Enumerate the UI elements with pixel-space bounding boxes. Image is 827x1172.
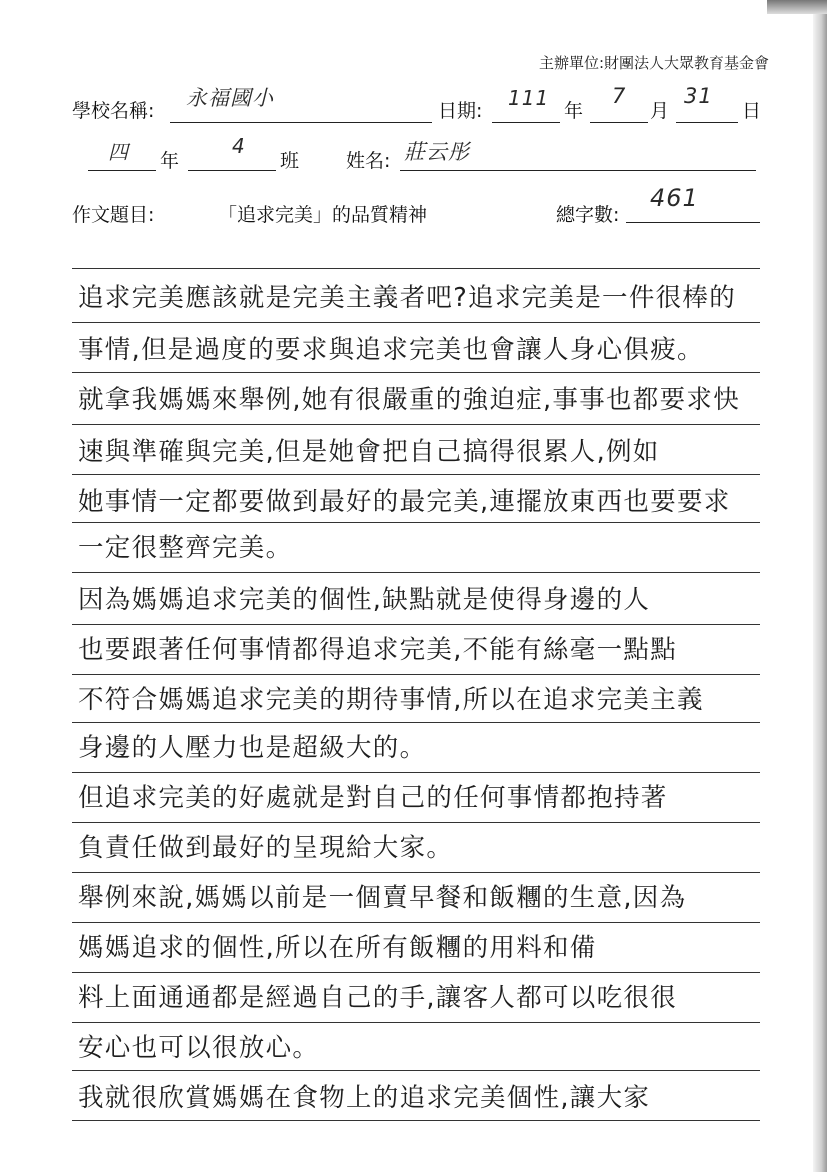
class-value: 4: [232, 134, 246, 158]
essay-line: 速與準確與完美,但是她會把自己搞得很累人,例如: [78, 437, 660, 467]
organizer-label: 主辦單位:財團法人大眾教育基金會: [538, 54, 769, 72]
essay-line: 她事情一定都要做到最好的最完美,連擺放東西也要要求: [78, 487, 731, 517]
rule-line: [72, 722, 760, 723]
day-line: [676, 122, 738, 123]
grade-value: 四: [108, 140, 129, 164]
rule-line: [72, 822, 760, 823]
rule-line: [72, 522, 760, 523]
rule-line: [72, 624, 760, 625]
month-line: [590, 122, 648, 123]
essay-line: 一定很整齊完美。: [78, 533, 293, 563]
school-line: [170, 122, 432, 123]
rule-line: [72, 372, 760, 373]
name-label: 姓名:: [346, 150, 391, 172]
topic-value: 「追求完美」的品質精神: [218, 204, 428, 226]
essay-line: 因為媽媽追求完美的個性,缺點就是使得身邊的人: [78, 585, 651, 615]
day-label: 日: [742, 100, 762, 122]
year-value: 111: [508, 86, 550, 110]
scan-edge-shadow: [813, 0, 827, 1172]
rule-line: [72, 674, 760, 675]
essay-line: 我就很欣賞媽媽在食物上的追求完美個性,讓大家: [78, 1083, 651, 1113]
topic-label: 作文題目:: [72, 204, 155, 226]
school-value: 永福國小: [186, 86, 274, 110]
rule-line: [72, 872, 760, 873]
rule-line: [72, 474, 760, 475]
wordcount-label: 總字數:: [556, 204, 620, 226]
essay-line: 舉例來說,媽媽以前是一個賣早餐和飯糰的生意,因為: [78, 883, 687, 913]
name-value: 莊云彤: [404, 140, 470, 164]
rule-line: [72, 424, 760, 425]
school-label: 學校名稱:: [72, 100, 155, 122]
rule-line: [72, 1120, 760, 1121]
rule-line: [72, 268, 760, 269]
month-value: 7: [612, 84, 627, 108]
essay-line: 不符合媽媽追求完美的期待事情,所以在追求完美主義: [78, 685, 704, 715]
scan-corner-shadow: [767, 0, 827, 14]
class-line: [188, 170, 276, 171]
rule-line: [72, 1022, 760, 1023]
rule-line: [72, 1070, 760, 1071]
essay-line: 但追求完美的好處就是對自己的任何事情都抱持著: [78, 783, 668, 813]
essay-line: 身邊的人壓力也是超級大的。: [78, 733, 427, 763]
rule-line: [72, 322, 760, 323]
grade-label: 年: [160, 150, 180, 172]
essay-line: 就拿我媽媽來舉例,她有很嚴重的強迫症,事事也都要求快: [78, 385, 741, 415]
essay-line: 也要跟著任何事情都得追求完美,不能有絲毫一點點: [78, 635, 678, 665]
month-label: 月: [650, 100, 670, 122]
rule-line: [72, 772, 760, 773]
essay-line: 料上面通通都是經過自己的手,讓客人都可以吃很很: [78, 983, 678, 1013]
essay-line: 安心也可以很放心。: [78, 1033, 320, 1063]
rule-line: [72, 972, 760, 973]
name-line: [400, 170, 756, 171]
essay-line: 負責任做到最好的呈現給大家。: [78, 833, 454, 863]
year-line: [492, 122, 560, 123]
class-label: 班: [280, 150, 300, 172]
essay-line: 媽媽追求的個性,所以在所有飯糰的用料和備: [78, 933, 597, 963]
wordcount-line: [626, 222, 760, 223]
rule-line: [72, 572, 760, 573]
year-label: 年: [564, 100, 584, 122]
wordcount-value: 461: [650, 184, 699, 212]
day-value: 31: [684, 84, 713, 108]
grade-line: [88, 170, 156, 171]
essay-line: 追求完美應該就是完美主義者吧?追求完美是一件很棒的: [78, 283, 737, 313]
date-label: 日期:: [438, 100, 483, 122]
essay-line: 事情,但是過度的要求與追求完美也會讓人身心俱疲。: [78, 335, 704, 365]
rule-line: [72, 922, 760, 923]
